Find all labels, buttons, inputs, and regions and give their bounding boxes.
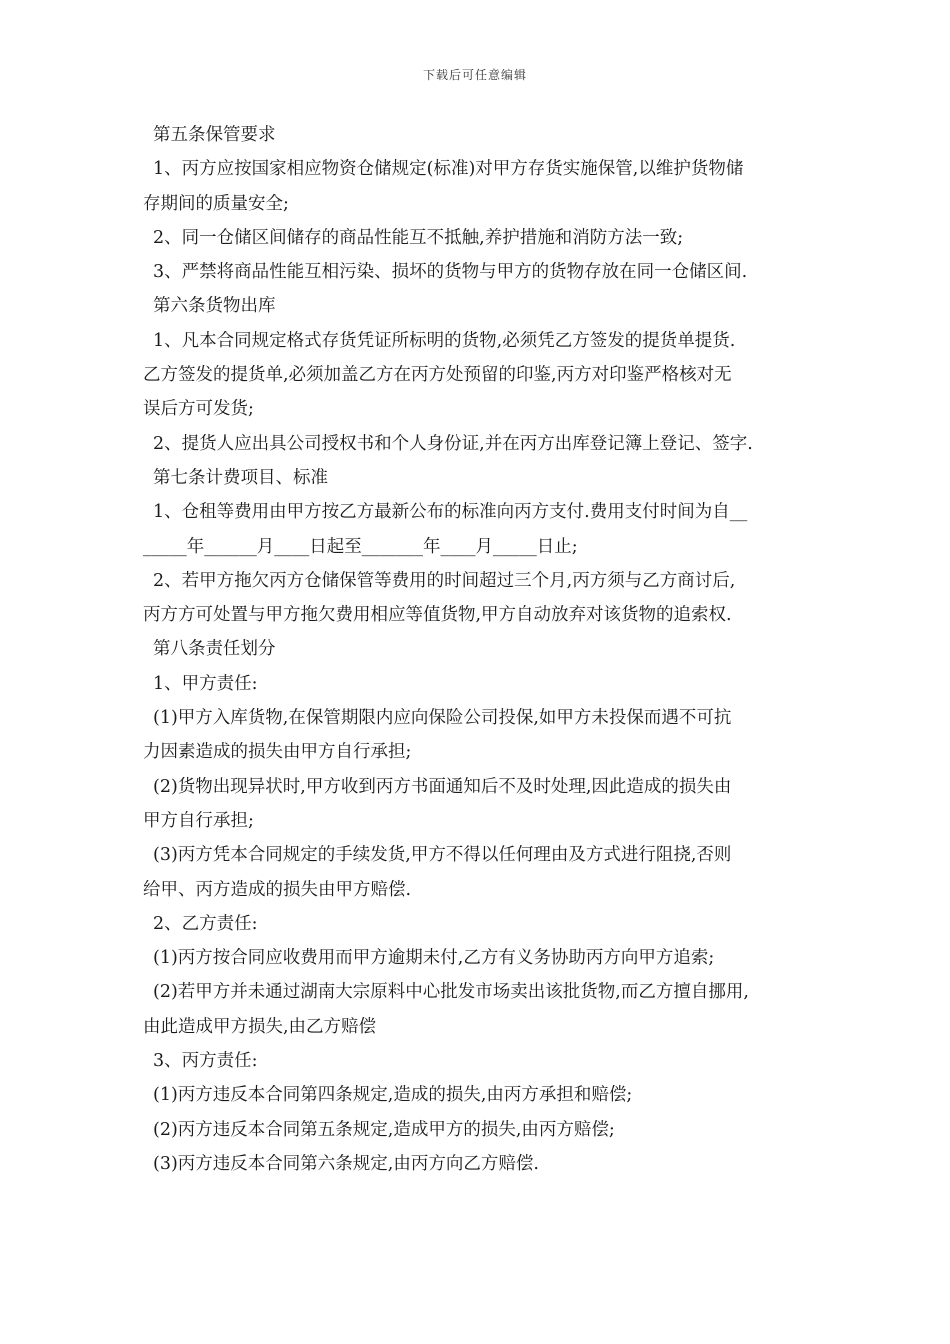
text-line: 存期间的质量安全; xyxy=(143,193,289,214)
text-line: 2、若甲方拖欠丙方仓储保管等费用的时间超过三个月,丙方须与乙方商讨后, xyxy=(153,570,736,591)
text-line: (3)丙方违反本合同第六条规定,由丙方向乙方赔偿. xyxy=(153,1153,539,1174)
text-line: 2、乙方责任: xyxy=(153,913,258,934)
text-line: (2)丙方违反本合同第五条规定,造成甲方的损失,由丙方赔偿; xyxy=(153,1119,615,1140)
text-line: (1)丙方违反本合同第四条规定,造成的损失,由丙方承担和赔偿; xyxy=(153,1085,633,1106)
text-line: 1、凡本合同规定格式存货凭证所标明的货物,必须凭乙方签发的提货单提货. xyxy=(153,330,736,351)
text-line: 1、仓租等费用由甲方按乙方最新公布的标准向丙方支付.费用支付时间为自__ xyxy=(153,502,748,523)
text-line: 乙方签发的提货单,必须加盖乙方在丙方处预留的印鉴,丙方对印鉴严格核对无 xyxy=(143,365,732,386)
text-line: 甲方自行承担; xyxy=(143,810,254,831)
text-line: 力因素造成的损失由甲方自行承担; xyxy=(143,742,412,763)
document-body xyxy=(143,118,815,1181)
text-line: 给甲、丙方造成的损失由甲方赔偿. xyxy=(143,879,412,900)
text-line: 2、提货人应出具公司授权书和个人身份证,并在丙方出库登记簿上登记、签字. xyxy=(153,433,753,454)
text-line: (2)货物出现异状时,甲方收到丙方书面通知后不及时处理,因此造成的损失由 xyxy=(153,776,732,797)
text-line: 1、丙方应按国家相应物资仓储规定(标准)对甲方存货实施保管,以维护货物储 xyxy=(153,159,744,180)
text-line: 第六条货物出库 xyxy=(153,296,276,317)
text-line: _____年______月____日起至_______年____月_____日止; xyxy=(143,536,578,557)
text-line: 3、丙方责任: xyxy=(153,1051,258,1072)
text-line: 3、严禁将商品性能互相污染、损坏的货物与甲方的货物存放在同一仓储区间. xyxy=(153,262,748,283)
text-line: 由此造成甲方损失,由乙方赔偿 xyxy=(143,1016,377,1037)
text-line: 第七条计费项目、标准 xyxy=(153,467,328,488)
text-line: (3)丙方凭本合同规定的手续发货,甲方不得以任何理由及方式进行阻挠,否则 xyxy=(153,845,732,866)
text-line: 2、同一仓储区间储存的商品性能互不抵触,养护措施和消防方法一致; xyxy=(153,227,684,248)
text-line: (1)甲方入库货物,在保管期限内应向保险公司投保,如甲方未投保而遇不可抗 xyxy=(153,708,732,729)
text-line: (1)丙方按合同应收费用而甲方逾期未付,乙方有义务协助丙方向甲方追索; xyxy=(153,948,715,969)
text-line: 1、甲方责任: xyxy=(153,673,258,694)
page-header-note: 下载后可任意编辑 xyxy=(422,68,527,82)
text-line: 丙方方可处置与甲方拖欠费用相应等值货物,甲方自动放弃对该货物的追索权. xyxy=(143,605,732,626)
text-line: (2)若甲方并未通过湖南大宗原料中心批发市场卖出该批货物,而乙方擅自挪用, xyxy=(153,982,749,1003)
text-line: 第五条保管要求 xyxy=(153,125,276,145)
text-line: 第八条责任划分 xyxy=(153,639,276,660)
text-line: 误后方可发货; xyxy=(143,399,254,420)
